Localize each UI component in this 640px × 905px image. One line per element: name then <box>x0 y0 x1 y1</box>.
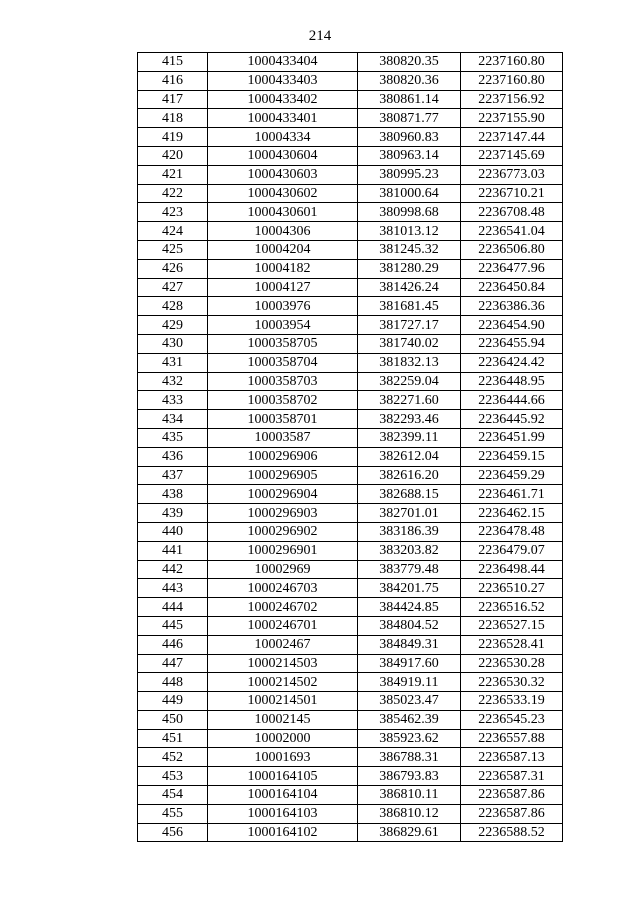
table-row <box>138 53 563 72</box>
x-coordinate-cell: 380960.83 <box>358 128 461 147</box>
x-coordinate-cell: 381245.32 <box>358 240 461 259</box>
y-coordinate-cell: 2237155.90 <box>461 109 563 128</box>
y-coordinate-cell: 2236557.88 <box>461 729 563 748</box>
row-index-cell: 437 <box>138 466 208 485</box>
table-row <box>138 391 563 410</box>
y-coordinate-cell: 2236386.36 <box>461 297 563 316</box>
y-coordinate-cell: 2236461.71 <box>461 485 563 504</box>
table-row <box>138 504 563 523</box>
table-row <box>138 334 563 353</box>
point-id-cell: 1000358704 <box>208 353 358 372</box>
y-coordinate-cell: 2237160.80 <box>461 71 563 90</box>
x-coordinate-cell: 381832.13 <box>358 353 461 372</box>
x-coordinate-cell: 386810.11 <box>358 786 461 805</box>
point-id-cell: 1000430604 <box>208 146 358 165</box>
point-id-cell: 10003976 <box>208 297 358 316</box>
table-row <box>138 222 563 241</box>
point-id-cell: 10003954 <box>208 316 358 335</box>
y-coordinate-cell: 2237156.92 <box>461 90 563 109</box>
y-coordinate-cell: 2236708.48 <box>461 203 563 222</box>
table-row <box>138 90 563 109</box>
y-coordinate-cell: 2236587.86 <box>461 786 563 805</box>
y-coordinate-cell: 2236588.52 <box>461 823 563 842</box>
table-row <box>138 522 563 541</box>
row-index-cell: 444 <box>138 598 208 617</box>
point-id-cell: 1000164103 <box>208 804 358 823</box>
point-id-cell: 1000296906 <box>208 447 358 466</box>
row-index-cell: 426 <box>138 259 208 278</box>
point-id-cell: 1000296904 <box>208 485 358 504</box>
point-id-cell: 1000430603 <box>208 165 358 184</box>
row-index-cell: 430 <box>138 334 208 353</box>
y-coordinate-cell: 2236516.52 <box>461 598 563 617</box>
table-row <box>138 165 563 184</box>
point-id-cell: 10004306 <box>208 222 358 241</box>
table-row <box>138 259 563 278</box>
table-row <box>138 598 563 617</box>
x-coordinate-cell: 381681.45 <box>358 297 461 316</box>
y-coordinate-cell: 2236527.15 <box>461 616 563 635</box>
row-index-cell: 431 <box>138 353 208 372</box>
x-coordinate-cell: 386810.12 <box>358 804 461 823</box>
y-coordinate-cell: 2236459.29 <box>461 466 563 485</box>
row-index-cell: 452 <box>138 748 208 767</box>
point-id-cell: 1000246701 <box>208 616 358 635</box>
x-coordinate-cell: 381280.29 <box>358 259 461 278</box>
row-index-cell: 418 <box>138 109 208 128</box>
row-index-cell: 416 <box>138 71 208 90</box>
y-coordinate-cell: 2236479.07 <box>461 541 563 560</box>
y-coordinate-cell: 2237160.80 <box>461 53 563 72</box>
table-row <box>138 729 563 748</box>
point-id-cell: 1000358701 <box>208 410 358 429</box>
y-coordinate-cell: 2236462.15 <box>461 504 563 523</box>
point-id-cell: 10004127 <box>208 278 358 297</box>
x-coordinate-cell: 380861.14 <box>358 90 461 109</box>
x-coordinate-cell: 383203.82 <box>358 541 461 560</box>
table-row <box>138 146 563 165</box>
row-index-cell: 422 <box>138 184 208 203</box>
row-index-cell: 420 <box>138 146 208 165</box>
table-row <box>138 786 563 805</box>
point-id-cell: 1000164105 <box>208 767 358 786</box>
x-coordinate-cell: 384919.11 <box>358 673 461 692</box>
table-row <box>138 278 563 297</box>
x-coordinate-cell: 384424.85 <box>358 598 461 617</box>
point-id-cell: 10002000 <box>208 729 358 748</box>
row-index-cell: 423 <box>138 203 208 222</box>
x-coordinate-cell: 381013.12 <box>358 222 461 241</box>
y-coordinate-cell: 2236444.66 <box>461 391 563 410</box>
y-coordinate-cell: 2236545.23 <box>461 710 563 729</box>
x-coordinate-cell: 386829.61 <box>358 823 461 842</box>
y-coordinate-cell: 2236454.90 <box>461 316 563 335</box>
x-coordinate-cell: 384917.60 <box>358 654 461 673</box>
point-id-cell: 10003587 <box>208 428 358 447</box>
x-coordinate-cell: 381740.02 <box>358 334 461 353</box>
y-coordinate-cell: 2236710.21 <box>461 184 563 203</box>
table-row <box>138 767 563 786</box>
point-id-cell: 1000214501 <box>208 692 358 711</box>
row-index-cell: 435 <box>138 428 208 447</box>
table-row <box>138 297 563 316</box>
x-coordinate-cell: 382688.15 <box>358 485 461 504</box>
row-index-cell: 454 <box>138 786 208 805</box>
table-row <box>138 692 563 711</box>
table-row <box>138 128 563 147</box>
x-coordinate-cell: 381000.64 <box>358 184 461 203</box>
table-row <box>138 823 563 842</box>
table-row <box>138 372 563 391</box>
table-row <box>138 203 563 222</box>
y-coordinate-cell: 2236541.04 <box>461 222 563 241</box>
x-coordinate-cell: 385923.62 <box>358 729 461 748</box>
y-coordinate-cell: 2236448.95 <box>461 372 563 391</box>
point-id-cell: 1000214503 <box>208 654 358 673</box>
row-index-cell: 440 <box>138 522 208 541</box>
row-index-cell: 427 <box>138 278 208 297</box>
y-coordinate-cell: 2236498.44 <box>461 560 563 579</box>
point-id-cell: 10002969 <box>208 560 358 579</box>
table-row <box>138 485 563 504</box>
point-id-cell: 10001693 <box>208 748 358 767</box>
point-id-cell: 1000164102 <box>208 823 358 842</box>
row-index-cell: 449 <box>138 692 208 711</box>
x-coordinate-cell: 384804.52 <box>358 616 461 635</box>
y-coordinate-cell: 2236506.80 <box>461 240 563 259</box>
row-index-cell: 436 <box>138 447 208 466</box>
x-coordinate-cell: 381727.17 <box>358 316 461 335</box>
row-index-cell: 453 <box>138 767 208 786</box>
y-coordinate-cell: 2236533.19 <box>461 692 563 711</box>
row-index-cell: 455 <box>138 804 208 823</box>
y-coordinate-cell: 2236451.99 <box>461 428 563 447</box>
row-index-cell: 439 <box>138 504 208 523</box>
x-coordinate-cell: 385462.39 <box>358 710 461 729</box>
row-index-cell: 434 <box>138 410 208 429</box>
point-id-cell: 10004204 <box>208 240 358 259</box>
point-id-cell: 1000358703 <box>208 372 358 391</box>
y-coordinate-cell: 2236424.42 <box>461 353 563 372</box>
table-row <box>138 748 563 767</box>
table-row <box>138 240 563 259</box>
point-id-cell: 1000296902 <box>208 522 358 541</box>
row-index-cell: 441 <box>138 541 208 560</box>
x-coordinate-cell: 380998.68 <box>358 203 461 222</box>
x-coordinate-cell: 382701.01 <box>358 504 461 523</box>
y-coordinate-cell: 2236530.28 <box>461 654 563 673</box>
x-coordinate-cell: 382399.11 <box>358 428 461 447</box>
point-id-cell: 1000296901 <box>208 541 358 560</box>
x-coordinate-cell: 380995.23 <box>358 165 461 184</box>
row-index-cell: 446 <box>138 635 208 654</box>
row-index-cell: 425 <box>138 240 208 259</box>
coordinates-table-body <box>138 53 563 842</box>
y-coordinate-cell: 2236773.03 <box>461 165 563 184</box>
x-coordinate-cell: 381426.24 <box>358 278 461 297</box>
x-coordinate-cell: 382259.04 <box>358 372 461 391</box>
point-id-cell: 1000433403 <box>208 71 358 90</box>
table-row <box>138 654 563 673</box>
row-index-cell: 417 <box>138 90 208 109</box>
row-index-cell: 432 <box>138 372 208 391</box>
row-index-cell: 419 <box>138 128 208 147</box>
y-coordinate-cell: 2236587.86 <box>461 804 563 823</box>
table-row <box>138 673 563 692</box>
table-row <box>138 635 563 654</box>
point-id-cell: 10004334 <box>208 128 358 147</box>
x-coordinate-cell: 384201.75 <box>358 579 461 598</box>
row-index-cell: 429 <box>138 316 208 335</box>
row-index-cell: 428 <box>138 297 208 316</box>
y-coordinate-cell: 2237147.44 <box>461 128 563 147</box>
table-row <box>138 410 563 429</box>
point-id-cell: 1000214502 <box>208 673 358 692</box>
row-index-cell: 442 <box>138 560 208 579</box>
y-coordinate-cell: 2236455.94 <box>461 334 563 353</box>
x-coordinate-cell: 382271.60 <box>358 391 461 410</box>
coordinates-table <box>137 52 563 842</box>
x-coordinate-cell: 382612.04 <box>358 447 461 466</box>
y-coordinate-cell: 2236528.41 <box>461 635 563 654</box>
table-row <box>138 710 563 729</box>
y-coordinate-cell: 2236445.92 <box>461 410 563 429</box>
table-row <box>138 428 563 447</box>
row-index-cell: 448 <box>138 673 208 692</box>
point-id-cell: 1000358705 <box>208 334 358 353</box>
x-coordinate-cell: 386788.31 <box>358 748 461 767</box>
y-coordinate-cell: 2236477.96 <box>461 259 563 278</box>
point-id-cell: 1000430601 <box>208 203 358 222</box>
y-coordinate-cell: 2236530.32 <box>461 673 563 692</box>
point-id-cell: 10002467 <box>208 635 358 654</box>
table-row <box>138 316 563 335</box>
point-id-cell: 1000433401 <box>208 109 358 128</box>
point-id-cell: 1000296905 <box>208 466 358 485</box>
page-number: 214 <box>308 28 332 44</box>
point-id-cell: 1000358702 <box>208 391 358 410</box>
point-id-cell: 10004182 <box>208 259 358 278</box>
y-coordinate-cell: 2236587.13 <box>461 748 563 767</box>
y-coordinate-cell: 2236478.48 <box>461 522 563 541</box>
point-id-cell: 1000296903 <box>208 504 358 523</box>
y-coordinate-cell: 2236587.31 <box>461 767 563 786</box>
x-coordinate-cell: 380871.77 <box>358 109 461 128</box>
y-coordinate-cell: 2237145.69 <box>461 146 563 165</box>
row-index-cell: 421 <box>138 165 208 184</box>
row-index-cell: 447 <box>138 654 208 673</box>
table-row <box>138 184 563 203</box>
point-id-cell: 1000164104 <box>208 786 358 805</box>
table-row <box>138 109 563 128</box>
point-id-cell: 1000246702 <box>208 598 358 617</box>
x-coordinate-cell: 380820.35 <box>358 53 461 72</box>
x-coordinate-cell: 383779.48 <box>358 560 461 579</box>
y-coordinate-cell: 2236450.84 <box>461 278 563 297</box>
x-coordinate-cell: 380963.14 <box>358 146 461 165</box>
x-coordinate-cell: 383186.39 <box>358 522 461 541</box>
x-coordinate-cell: 385023.47 <box>358 692 461 711</box>
table-row <box>138 353 563 372</box>
row-index-cell: 450 <box>138 710 208 729</box>
point-id-cell: 10002145 <box>208 710 358 729</box>
row-index-cell: 451 <box>138 729 208 748</box>
point-id-cell: 1000433404 <box>208 53 358 72</box>
table-row <box>138 579 563 598</box>
row-index-cell: 443 <box>138 579 208 598</box>
y-coordinate-cell: 2236510.27 <box>461 579 563 598</box>
point-id-cell: 1000433402 <box>208 90 358 109</box>
table-row <box>138 466 563 485</box>
table-row <box>138 616 563 635</box>
table-row <box>138 447 563 466</box>
row-index-cell: 456 <box>138 823 208 842</box>
x-coordinate-cell: 386793.83 <box>358 767 461 786</box>
row-index-cell: 424 <box>138 222 208 241</box>
row-index-cell: 415 <box>138 53 208 72</box>
table-row <box>138 71 563 90</box>
x-coordinate-cell: 382616.20 <box>358 466 461 485</box>
x-coordinate-cell: 384849.31 <box>358 635 461 654</box>
row-index-cell: 445 <box>138 616 208 635</box>
x-coordinate-cell: 380820.36 <box>358 71 461 90</box>
row-index-cell: 438 <box>138 485 208 504</box>
table-row <box>138 804 563 823</box>
y-coordinate-cell: 2236459.15 <box>461 447 563 466</box>
x-coordinate-cell: 382293.46 <box>358 410 461 429</box>
point-id-cell: 1000246703 <box>208 579 358 598</box>
table-row <box>138 560 563 579</box>
table-row <box>138 541 563 560</box>
point-id-cell: 1000430602 <box>208 184 358 203</box>
row-index-cell: 433 <box>138 391 208 410</box>
